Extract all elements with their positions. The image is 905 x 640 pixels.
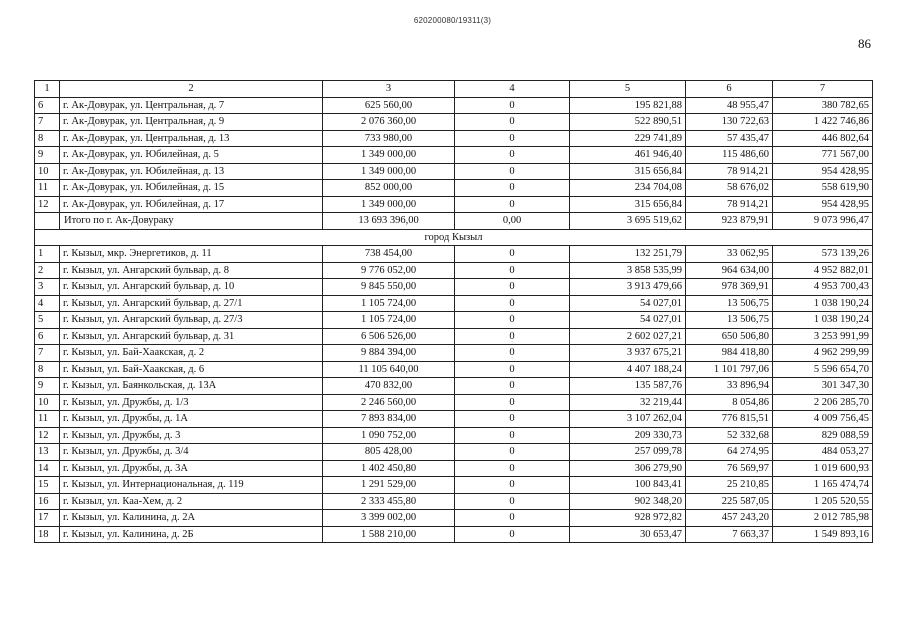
table-cell: 130 722,63 bbox=[686, 114, 773, 131]
table-cell: 5 bbox=[35, 312, 60, 329]
table-cell: 6 bbox=[35, 328, 60, 345]
table-cell: 0 bbox=[455, 246, 570, 263]
table-cell: 13 bbox=[35, 444, 60, 461]
table-cell: 923 879,91 bbox=[686, 213, 773, 230]
table-cell: 301 347,30 bbox=[773, 378, 873, 395]
table-cell: 0 bbox=[455, 361, 570, 378]
table-cell: г. Ак-Довурак, ул. Юбилейная, д. 17 bbox=[60, 196, 323, 213]
table-cell: 4 953 700,43 bbox=[773, 279, 873, 296]
table-cell: 16 bbox=[35, 493, 60, 510]
table-cell: 2 602 027,21 bbox=[570, 328, 686, 345]
table-cell: 315 656,84 bbox=[570, 163, 686, 180]
table-cell: 33 896,94 bbox=[686, 378, 773, 395]
table-cell: г. Кызыл, ул. Калинина, д. 2Б bbox=[60, 526, 323, 543]
table-cell: 4 952 882,01 bbox=[773, 262, 873, 279]
table-cell: 132 251,79 bbox=[570, 246, 686, 263]
table-row bbox=[35, 262, 873, 279]
table-cell: 11 105 640,00 bbox=[323, 361, 455, 378]
table-row bbox=[35, 130, 873, 147]
table-cell: 0 bbox=[455, 279, 570, 296]
table-cell: 9 bbox=[35, 378, 60, 395]
table-cell: г. Кызыл, ул. Дружбы, д. 1А bbox=[60, 411, 323, 428]
table-cell: 776 815,51 bbox=[686, 411, 773, 428]
table-cell: 0 bbox=[455, 97, 570, 114]
table-cell: 33 062,95 bbox=[686, 246, 773, 263]
table-cell: 12 bbox=[35, 196, 60, 213]
table-cell: 4 009 756,45 bbox=[773, 411, 873, 428]
table-cell: 1 090 752,00 bbox=[323, 427, 455, 444]
table-cell: 9 776 052,00 bbox=[323, 262, 455, 279]
table-cell: г. Кызыл, ул. Баянкольская, д. 13А bbox=[60, 378, 323, 395]
table-cell: 1 019 600,93 bbox=[773, 460, 873, 477]
header-row bbox=[35, 81, 873, 98]
table-cell: 0 bbox=[455, 295, 570, 312]
table-cell: 484 053,27 bbox=[773, 444, 873, 461]
table-cell: 229 741,89 bbox=[570, 130, 686, 147]
table-cell: 3 253 991,99 bbox=[773, 328, 873, 345]
table-cell: 0 bbox=[455, 163, 570, 180]
table-cell: 954 428,95 bbox=[773, 196, 873, 213]
table-cell: 52 332,68 bbox=[686, 427, 773, 444]
table-cell: 771 567,00 bbox=[773, 147, 873, 164]
table-cell: г. Ак-Довурак, ул. Центральная, д. 7 bbox=[60, 97, 323, 114]
table-cell: г. Кызыл, ул. Ангарский бульвар, д. 27/3 bbox=[60, 312, 323, 329]
table-cell: 0 bbox=[455, 427, 570, 444]
table-cell: 1 422 746,86 bbox=[773, 114, 873, 131]
table-row bbox=[35, 328, 873, 345]
table-row bbox=[35, 279, 873, 296]
table-cell: 0 bbox=[455, 328, 570, 345]
table-cell: 9 884 394,00 bbox=[323, 345, 455, 362]
table-cell: 1 349 000,00 bbox=[323, 147, 455, 164]
header-cell: 3 bbox=[323, 81, 455, 98]
table-cell: 0 bbox=[455, 378, 570, 395]
table-cell: 1 402 450,80 bbox=[323, 460, 455, 477]
table-cell: 78 914,21 bbox=[686, 196, 773, 213]
table-cell: г. Кызыл, ул. Ангарский бульвар, д. 10 bbox=[60, 279, 323, 296]
table-cell: 13 506,75 bbox=[686, 295, 773, 312]
table-row bbox=[35, 477, 873, 494]
table-cell: 0 bbox=[455, 147, 570, 164]
table-cell: 10 bbox=[35, 394, 60, 411]
table-cell: 1 038 190,24 bbox=[773, 295, 873, 312]
table-cell: 11 bbox=[35, 180, 60, 197]
table-cell: 3 695 519,62 bbox=[570, 213, 686, 230]
table-cell: 2 206 285,70 bbox=[773, 394, 873, 411]
table-cell: 78 914,21 bbox=[686, 163, 773, 180]
table-cell: 5 596 654,70 bbox=[773, 361, 873, 378]
table-cell: г. Кызыл, ул. Дружбы, д. 3А bbox=[60, 460, 323, 477]
table-cell: 3 937 675,21 bbox=[570, 345, 686, 362]
table-cell: 30 653,47 bbox=[570, 526, 686, 543]
page-number: 86 bbox=[858, 36, 871, 51]
table-row bbox=[35, 97, 873, 114]
table-row bbox=[35, 378, 873, 395]
table-cell: г. Кызыл, ул. Калинина, д. 2А bbox=[60, 510, 323, 527]
table-cell: 306 279,90 bbox=[570, 460, 686, 477]
header-cell: 4 bbox=[455, 81, 570, 98]
table-cell: 3 bbox=[35, 279, 60, 296]
table-cell: 446 802,64 bbox=[773, 130, 873, 147]
table-cell: 902 348,20 bbox=[570, 493, 686, 510]
table-cell: 10 bbox=[35, 163, 60, 180]
table-row bbox=[35, 180, 873, 197]
table-cell: 234 704,08 bbox=[570, 180, 686, 197]
table-cell: 14 bbox=[35, 460, 60, 477]
table-cell: 2 076 360,00 bbox=[323, 114, 455, 131]
table-cell: 209 330,73 bbox=[570, 427, 686, 444]
table-cell: г. Кызыл, ул. Дружбы, д. 3/4 bbox=[60, 444, 323, 461]
table-cell: г. Кызыл, ул. Ангарский бульвар, д. 31 bbox=[60, 328, 323, 345]
table-cell: 8 054,86 bbox=[686, 394, 773, 411]
table-cell: 8 bbox=[35, 361, 60, 378]
table-cell: 2 246 560,00 bbox=[323, 394, 455, 411]
table-cell: 650 506,80 bbox=[686, 328, 773, 345]
table-cell: 1 105 724,00 bbox=[323, 295, 455, 312]
table-cell: 58 676,02 bbox=[686, 180, 773, 197]
table-row bbox=[35, 361, 873, 378]
table-cell: 0 bbox=[455, 493, 570, 510]
header-cell: 6 bbox=[686, 81, 773, 98]
table-cell: 48 955,47 bbox=[686, 97, 773, 114]
table-cell: г. Кызыл, ул. Ангарский бульвар, д. 8 bbox=[60, 262, 323, 279]
table-cell: г. Кызыл, ул. Бай-Хаакская, д. 6 bbox=[60, 361, 323, 378]
table-cell: 470 832,00 bbox=[323, 378, 455, 395]
table-cell: 0 bbox=[455, 114, 570, 131]
table-cell: г. Ак-Довурак, ул. Юбилейная, д. 15 bbox=[60, 180, 323, 197]
total-row bbox=[35, 213, 873, 230]
table-cell: 57 435,47 bbox=[686, 130, 773, 147]
table-row bbox=[35, 444, 873, 461]
table-cell: 2 012 785,98 bbox=[773, 510, 873, 527]
header-cell: 1 bbox=[35, 81, 60, 98]
table-cell: 2 333 455,80 bbox=[323, 493, 455, 510]
table-cell: 100 843,41 bbox=[570, 477, 686, 494]
table-cell bbox=[35, 213, 60, 230]
table-cell: 461 946,40 bbox=[570, 147, 686, 164]
table-cell: 3 107 262,04 bbox=[570, 411, 686, 428]
table-cell: 1 bbox=[35, 246, 60, 263]
data-table bbox=[34, 80, 873, 543]
table-cell: 54 027,01 bbox=[570, 312, 686, 329]
table-cell: 805 428,00 bbox=[323, 444, 455, 461]
table-cell: 0 bbox=[455, 180, 570, 197]
table-cell: 7 893 834,00 bbox=[323, 411, 455, 428]
table-cell: 0,00 bbox=[455, 213, 570, 230]
table-cell: 13 506,75 bbox=[686, 312, 773, 329]
table-cell: 76 569,97 bbox=[686, 460, 773, 477]
table-row bbox=[35, 493, 873, 510]
table-cell: 625 560,00 bbox=[323, 97, 455, 114]
table-cell: 0 bbox=[455, 444, 570, 461]
table-cell: 0 bbox=[455, 394, 570, 411]
table-cell: 115 486,60 bbox=[686, 147, 773, 164]
table-cell: 984 418,80 bbox=[686, 345, 773, 362]
table-cell: г. Ак-Довурак, ул. Юбилейная, д. 5 bbox=[60, 147, 323, 164]
table-cell: 829 088,59 bbox=[773, 427, 873, 444]
table-row bbox=[35, 510, 873, 527]
table-cell: 0 bbox=[455, 262, 570, 279]
header-cell: 7 bbox=[773, 81, 873, 98]
table-cell: 257 099,78 bbox=[570, 444, 686, 461]
table-cell: 1 165 474,74 bbox=[773, 477, 873, 494]
table-cell: 6 bbox=[35, 97, 60, 114]
table-cell: 54 027,01 bbox=[570, 295, 686, 312]
header-cell: 5 bbox=[570, 81, 686, 98]
section-title: город Кызыл bbox=[35, 229, 873, 246]
table-cell: 380 782,65 bbox=[773, 97, 873, 114]
table-row bbox=[35, 526, 873, 543]
table-cell: 11 bbox=[35, 411, 60, 428]
table-cell: 1 205 520,55 bbox=[773, 493, 873, 510]
table-cell: 4 962 299,99 bbox=[773, 345, 873, 362]
table-cell: 1 105 724,00 bbox=[323, 312, 455, 329]
table-cell: 0 bbox=[455, 526, 570, 543]
table-cell: 195 821,88 bbox=[570, 97, 686, 114]
table-cell: 0 bbox=[455, 130, 570, 147]
table-row bbox=[35, 345, 873, 362]
table-cell: 558 619,90 bbox=[773, 180, 873, 197]
table-cell: 12 bbox=[35, 427, 60, 444]
table-cell: 457 243,20 bbox=[686, 510, 773, 527]
table-cell: 928 972,82 bbox=[570, 510, 686, 527]
table-cell: 852 000,00 bbox=[323, 180, 455, 197]
table-cell: 0 bbox=[455, 411, 570, 428]
table-cell: 573 139,26 bbox=[773, 246, 873, 263]
table-cell: Итого по г. Ак-Довураку bbox=[60, 213, 323, 230]
table-cell: 1 038 190,24 bbox=[773, 312, 873, 329]
table-row bbox=[35, 427, 873, 444]
table-cell: 1 588 210,00 bbox=[323, 526, 455, 543]
table-cell: 0 bbox=[455, 510, 570, 527]
table-cell: 9 bbox=[35, 147, 60, 164]
table-cell: 7 bbox=[35, 345, 60, 362]
table-row bbox=[35, 163, 873, 180]
table-cell: 1 549 893,16 bbox=[773, 526, 873, 543]
table-cell: 6 506 526,00 bbox=[323, 328, 455, 345]
table-row bbox=[35, 196, 873, 213]
table-cell: г. Кызыл, ул. Бай-Хаакская, д. 2 bbox=[60, 345, 323, 362]
table-cell: 9 845 550,00 bbox=[323, 279, 455, 296]
table-cell: 1 101 797,06 bbox=[686, 361, 773, 378]
table-cell: 7 663,37 bbox=[686, 526, 773, 543]
table-cell: 3 913 479,66 bbox=[570, 279, 686, 296]
document-code: 620200080/19311(3) bbox=[413, 16, 492, 25]
table-cell: 954 428,95 bbox=[773, 163, 873, 180]
table-cell: 1 349 000,00 bbox=[323, 163, 455, 180]
table-cell: 3 858 535,99 bbox=[570, 262, 686, 279]
table-cell: 8 bbox=[35, 130, 60, 147]
table-cell: 733 980,00 bbox=[323, 130, 455, 147]
table-cell: 135 587,76 bbox=[570, 378, 686, 395]
table-cell: 0 bbox=[455, 460, 570, 477]
table-cell: г. Ак-Довурак, ул. Центральная, д. 9 bbox=[60, 114, 323, 131]
table-cell: 1 291 529,00 bbox=[323, 477, 455, 494]
table-cell: г. Кызыл, ул. Ангарский бульвар, д. 27/1 bbox=[60, 295, 323, 312]
table-cell: 0 bbox=[455, 312, 570, 329]
table-row bbox=[35, 312, 873, 329]
table-cell: 4 bbox=[35, 295, 60, 312]
table-row bbox=[35, 460, 873, 477]
table-cell: 964 634,00 bbox=[686, 262, 773, 279]
table-cell: г. Кызыл, ул. Дружбы, д. 1/3 bbox=[60, 394, 323, 411]
table-cell: 0 bbox=[455, 477, 570, 494]
table-cell: 3 399 002,00 bbox=[323, 510, 455, 527]
table-cell: 7 bbox=[35, 114, 60, 131]
table-cell: г. Кызыл, ул. Интернациональная, д. 119 bbox=[60, 477, 323, 494]
table-row bbox=[35, 114, 873, 131]
section-row bbox=[35, 229, 873, 246]
table-cell: 25 210,85 bbox=[686, 477, 773, 494]
table-cell: 64 274,95 bbox=[686, 444, 773, 461]
table-cell: 738 454,00 bbox=[323, 246, 455, 263]
table-row bbox=[35, 147, 873, 164]
table-cell: г. Кызыл, ул. Каа-Хем, д. 2 bbox=[60, 493, 323, 510]
table-cell: 32 219,44 bbox=[570, 394, 686, 411]
table-cell: г. Ак-Довурак, ул. Центральная, д. 13 bbox=[60, 130, 323, 147]
table-cell: 17 bbox=[35, 510, 60, 527]
table-cell: 4 407 188,24 bbox=[570, 361, 686, 378]
table-row bbox=[35, 295, 873, 312]
table-cell: 9 073 996,47 bbox=[773, 213, 873, 230]
table-cell: 315 656,84 bbox=[570, 196, 686, 213]
table-cell: 13 693 396,00 bbox=[323, 213, 455, 230]
table-cell: г. Кызыл, ул. Дружбы, д. 3 bbox=[60, 427, 323, 444]
table-cell: 0 bbox=[455, 196, 570, 213]
table-row bbox=[35, 394, 873, 411]
header-cell: 2 bbox=[60, 81, 323, 98]
table-cell: г. Кызыл, мкр. Энергетиков, д. 11 bbox=[60, 246, 323, 263]
table-row bbox=[35, 246, 873, 263]
table-cell: 2 bbox=[35, 262, 60, 279]
table-cell: 1 349 000,00 bbox=[323, 196, 455, 213]
table-cell: 0 bbox=[455, 345, 570, 362]
table-row bbox=[35, 411, 873, 428]
table-cell: 18 bbox=[35, 526, 60, 543]
table-cell: 978 369,91 bbox=[686, 279, 773, 296]
table-cell: 225 587,05 bbox=[686, 493, 773, 510]
table-cell: г. Ак-Довурак, ул. Юбилейная, д. 13 bbox=[60, 163, 323, 180]
table-cell: 15 bbox=[35, 477, 60, 494]
table-cell: 522 890,51 bbox=[570, 114, 686, 131]
